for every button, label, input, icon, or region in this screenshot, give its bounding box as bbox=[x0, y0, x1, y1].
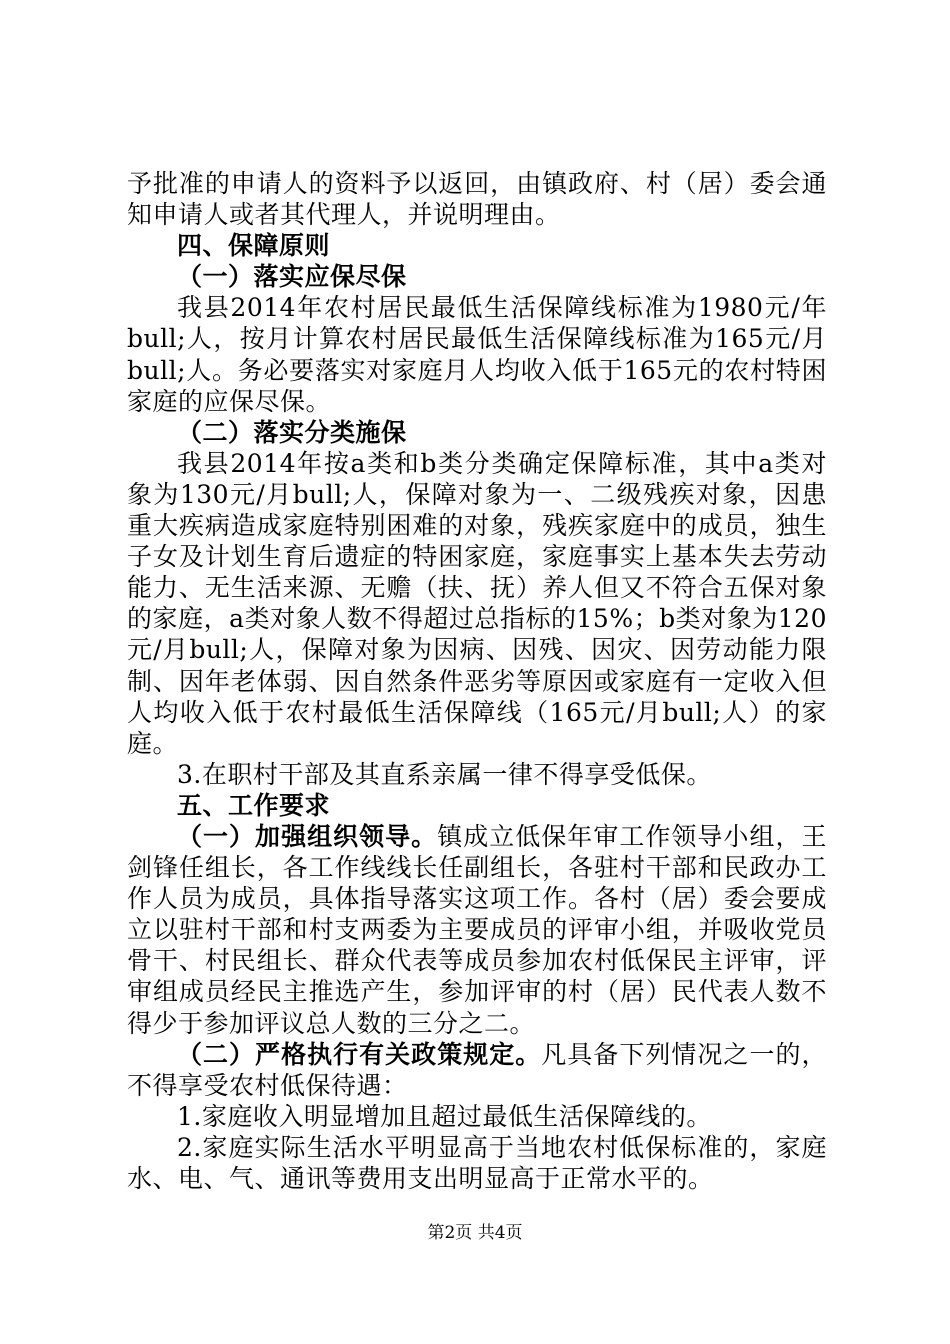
paragraph-line: 骨干、村民组长、群众代表等成员参加农村低保民主评审，评 bbox=[127, 946, 827, 976]
paragraph-line: 重大疾病造成家庭特别困难的对象，残疾家庭中的成员，独生 bbox=[127, 511, 827, 541]
paragraph-line: 的家庭，a类对象人数不得超过总指标的15%；b类对象为120 bbox=[127, 604, 827, 634]
paragraph-line: 子女及计划生育后遗症的特困家庭，家庭事实上基本失去劳动 bbox=[127, 542, 827, 572]
paragraph-line: 作人员为成员，具体指导落实这项工作。各村（居）委会要成 bbox=[127, 884, 827, 914]
paragraph-text: 镇成立低保年审工作领导小组，王 bbox=[437, 821, 827, 851]
paragraph-line: 2.家庭实际生活水平明显高于当地农村低保标准的，家庭 bbox=[177, 1132, 827, 1162]
paragraph-line: 庭。 bbox=[127, 728, 179, 758]
paragraph-line: 1.家庭收入明显增加且超过最低生活保障线的。 bbox=[177, 1101, 712, 1131]
paragraph-line: 3.在职村干部及其直系亲属一律不得享受低保。 bbox=[177, 759, 712, 789]
paragraph-line: 立以驻村干部和村支两委为主要成员的评审小组，并吸收党员 bbox=[127, 915, 827, 945]
paragraph-line: 水、电、气、通讯等费用支出明显高于正常水平的。 bbox=[127, 1164, 714, 1193]
paragraph-line: 剑锋任组长，各工作线线长任副组长，各驻村干部和民政办工 bbox=[127, 853, 827, 883]
section-heading: 五、工作要求 bbox=[177, 790, 331, 820]
paragraph-text: 凡具备下列情况之一的， bbox=[541, 1039, 827, 1069]
page-number-footer: 第2页 共4页 bbox=[427, 1223, 523, 1243]
paragraph-line: 审组成员经民主推选产生，参加评审的村（居）民代表人数不 bbox=[127, 977, 827, 1007]
subsection-heading: （一）落实应保尽保 bbox=[177, 262, 407, 292]
section-heading: 四、保障原则 bbox=[177, 231, 331, 261]
document-body bbox=[127, 168, 827, 1194]
paragraph-line: 我县2014年农村居民最低生活保障线标准为1980元/年 bbox=[177, 293, 827, 323]
inline-heading: （一）加强组织领导。 bbox=[177, 821, 438, 851]
paragraph-line: 制、因年老体弱、因自然条件恶劣等原因或家庭有一定收入但 bbox=[127, 666, 827, 696]
paragraph-line: 象为130元/月bull;人，保障对象为一、二级残疾对象，因患 bbox=[127, 479, 827, 509]
paragraph-line: 得少于参加评议总人数的三分之二。 bbox=[127, 1008, 536, 1038]
paragraph-line: 元/月bull;人，保障对象为因病、因残、因灾、因劳动能力限 bbox=[127, 635, 827, 665]
paragraph-line bbox=[127, 821, 827, 852]
paragraph-line: 能力、无生活来源、无赡（扶、抚）养人但又不符合五保对象 bbox=[127, 573, 827, 603]
paragraph-line: bull;人，按月计算农村居民最低生活保障线标准为165元/月 bbox=[127, 324, 827, 354]
paragraph-line: 家庭的应保尽保。 bbox=[127, 386, 332, 416]
subsection-heading: （二）落实分类施保 bbox=[177, 417, 407, 447]
paragraph-line: bull;人。务必要落实对家庭月人均收入低于165元的农村特困 bbox=[127, 355, 827, 385]
paragraph-line bbox=[127, 1039, 827, 1070]
paragraph-line: 人均收入低于农村最低生活保障线（165元/月bull;人）的家 bbox=[127, 697, 827, 727]
paragraph-line: 不得享受农村低保待遇： bbox=[127, 1070, 408, 1100]
inline-heading: （二）严格执行有关政策规定。 bbox=[177, 1039, 542, 1069]
paragraph-line: 予批准的申请人的资料予以返回，由镇政府、村（居）委会通 bbox=[127, 169, 827, 198]
paragraph-line: 我县2014年按a类和b类分类确定保障标准，其中a类对 bbox=[177, 448, 827, 478]
paragraph-line: 知申请人或者其代理人，并说明理由。 bbox=[127, 200, 561, 230]
